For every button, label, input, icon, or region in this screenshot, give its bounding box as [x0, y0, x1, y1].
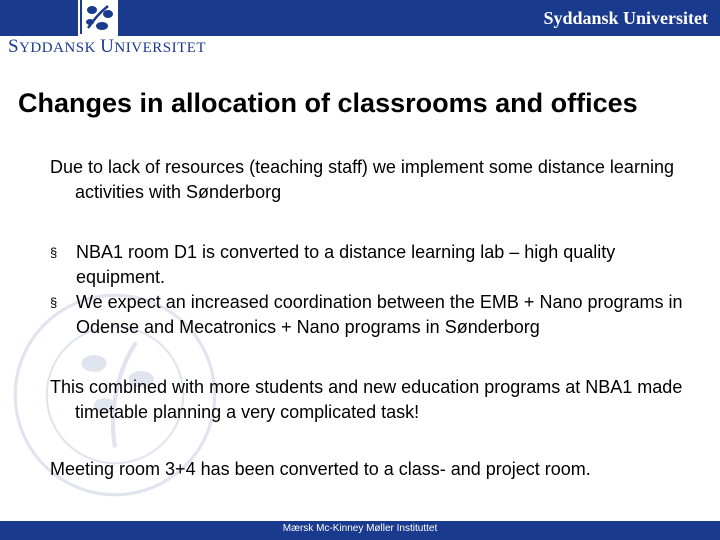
- footer-text: Mærsk Mc-Kinney Møller Instituttet: [282, 523, 438, 534]
- university-logo-text: SYDDANSK UNIVERSITET: [8, 36, 207, 57]
- slide-content: [50, 155, 690, 482]
- footer-bar: [0, 521, 720, 540]
- list-item: § NBA1 room D1 is converted to a distance learning lab – high quality equipment.: [50, 242, 616, 287]
- intro-paragraph: Due to lack of resources (teaching staff) we implement some distance learning activities with Sønderborg: [50, 157, 674, 202]
- meeting-room-paragraph: Meeting room 3+4 has been converted to a class- and project room.: [50, 459, 591, 479]
- list-item: § We expect an increased coordination between the EMB + Nano programs in Odense and Mecatronics + Nano programs in Sønderborg: [50, 292, 683, 337]
- bullet-icon: §: [50, 245, 58, 260]
- university-name-right: Syddansk Universitet: [543, 8, 708, 28]
- slide-title: Changes in allocation of classrooms and offices: [18, 88, 638, 118]
- bullet-icon: §: [50, 295, 58, 310]
- bullet-list: [50, 240, 690, 340]
- university-logo-icon: [78, 0, 118, 40]
- timetable-paragraph: This combined with more students and new education programs at NBA1 made timetable planning a very complicated task!: [50, 377, 683, 422]
